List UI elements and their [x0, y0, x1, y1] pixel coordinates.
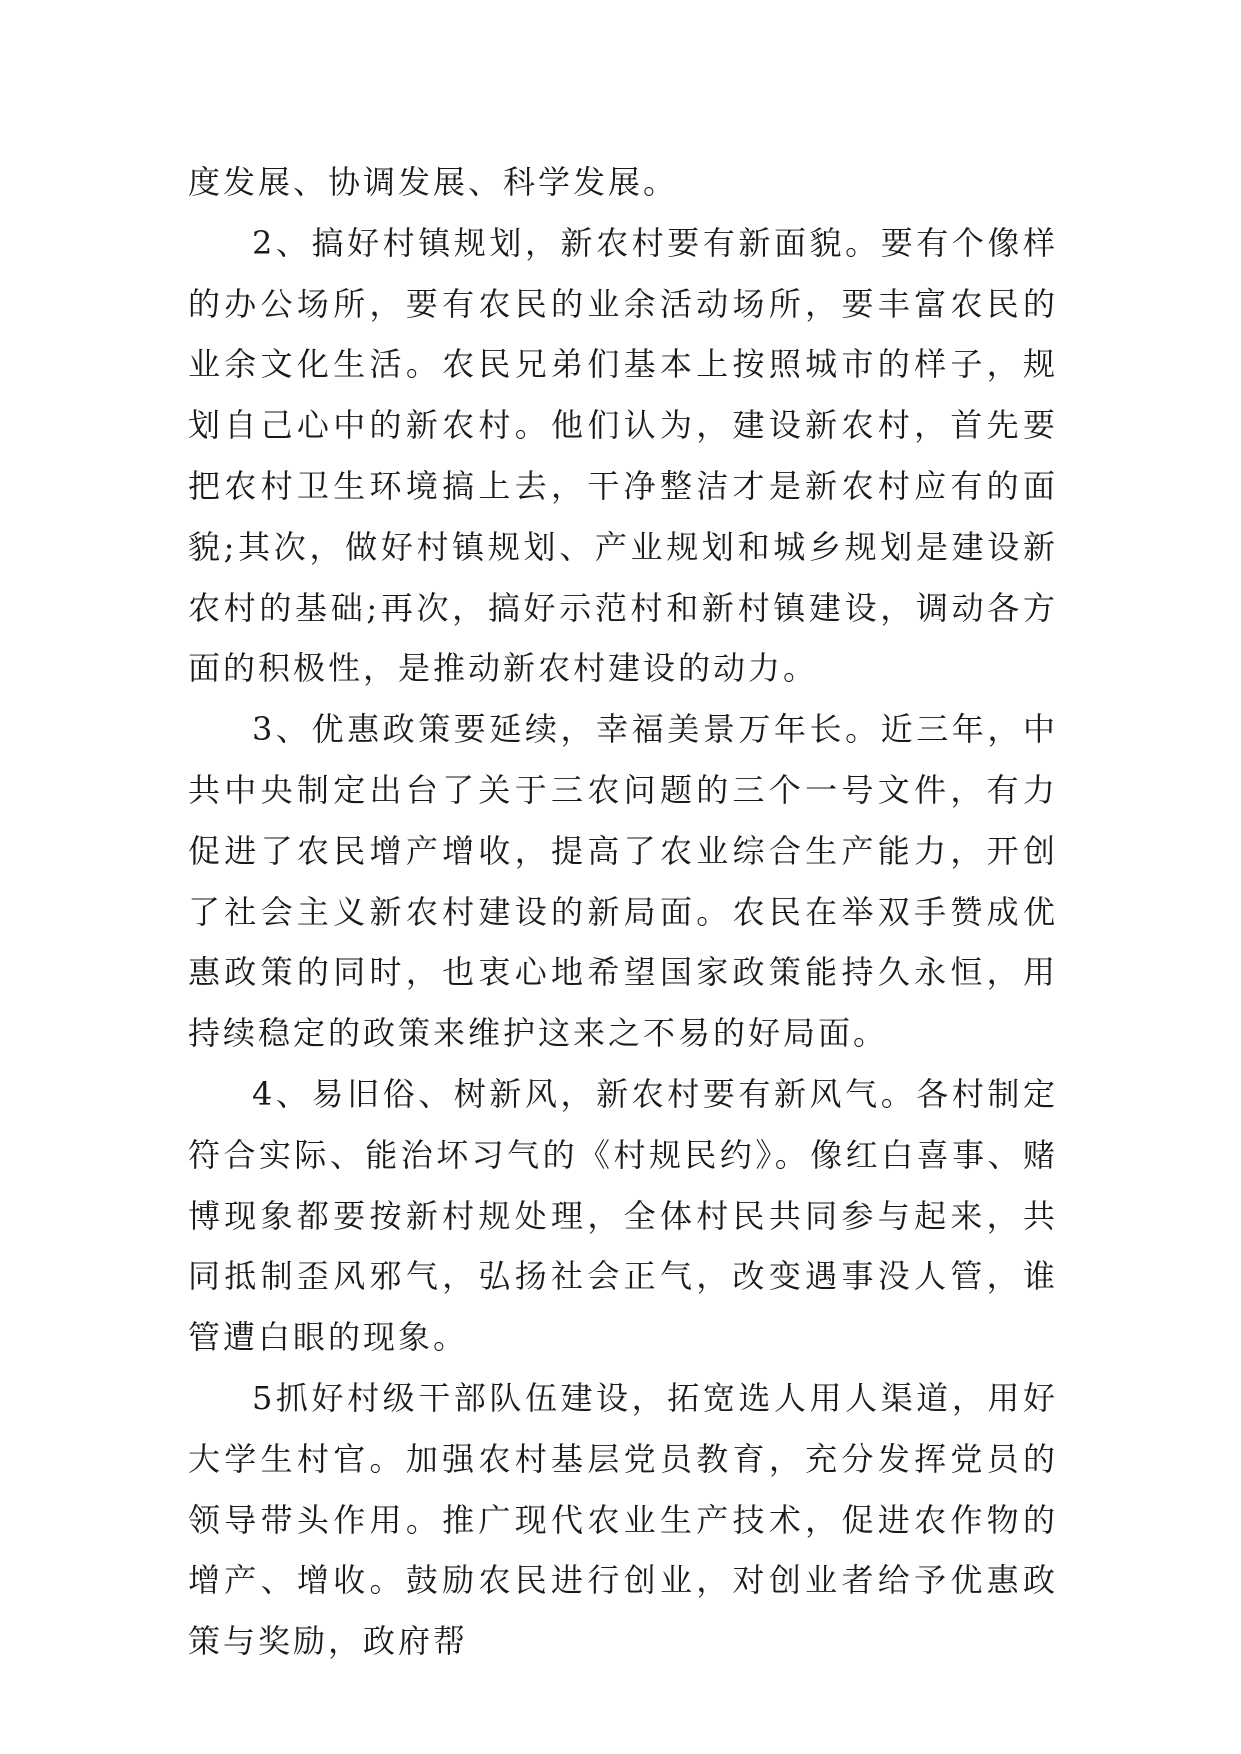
paragraph-continuation: 度发展、协调发展、科学发展。 [188, 163, 679, 201]
paragraph-village-planning: 2、搞好村镇规划，新农村要有新面貌。要有个像样的办公场所，要有农民的业余活动场所，要丰富农民的业余文化生活。农民兄弟们基本上按照城市的样子，规划自己心中的新农村。他们认为，建设新农村，首先要把农村卫生环境搞上去，干净整洁才是新农村应有的面貌;其次，做好村镇规划、产业规划和城乡规划是建设新农村的基础;再次，搞好示范村和新村镇建设，调动各方面的积极性，是推动新农村建设的动力。 [188, 223, 1058, 688]
paragraph-new-customs: 4、易旧俗、树新风，新农村要有新风气。各村制定符合实际、能治坏习气的《村规民约》。像红白喜事、赌博现象都要按新村规处理，全体村民共同参与起来，共同抵制歪风邪气，弘扬社会正气，改变遇事没人管，谁管遭白眼的现象。 [188, 1074, 1058, 1357]
document-page [188, 152, 1058, 1672]
paragraph-cadre-team: 5抓好村级干部队伍建设，拓宽选人用人渠道，用好大学生村官。加强农村基层党员教育，充分发挥党员的领导带头作用。推广现代农业生产技术，促进农作物的增产、增收。鼓励农民进行创业，对创业者给予优惠政策与奖励，政府帮 [188, 1378, 1058, 1661]
paragraph-preferential-policy: 3、优惠政策要延续，幸福美景万年长。近三年，中共中央制定出台了关于三农问题的三个一号文件，有力促进了农民增产增收，提高了农业综合生产能力，开创了社会主义新农村建设的新局面。农民在举双手赞成优惠政策的同时，也衷心地希望国家政策能持久永恒，用持续稳定的政策来维护这来之不易的好局面。 [188, 710, 1058, 1053]
